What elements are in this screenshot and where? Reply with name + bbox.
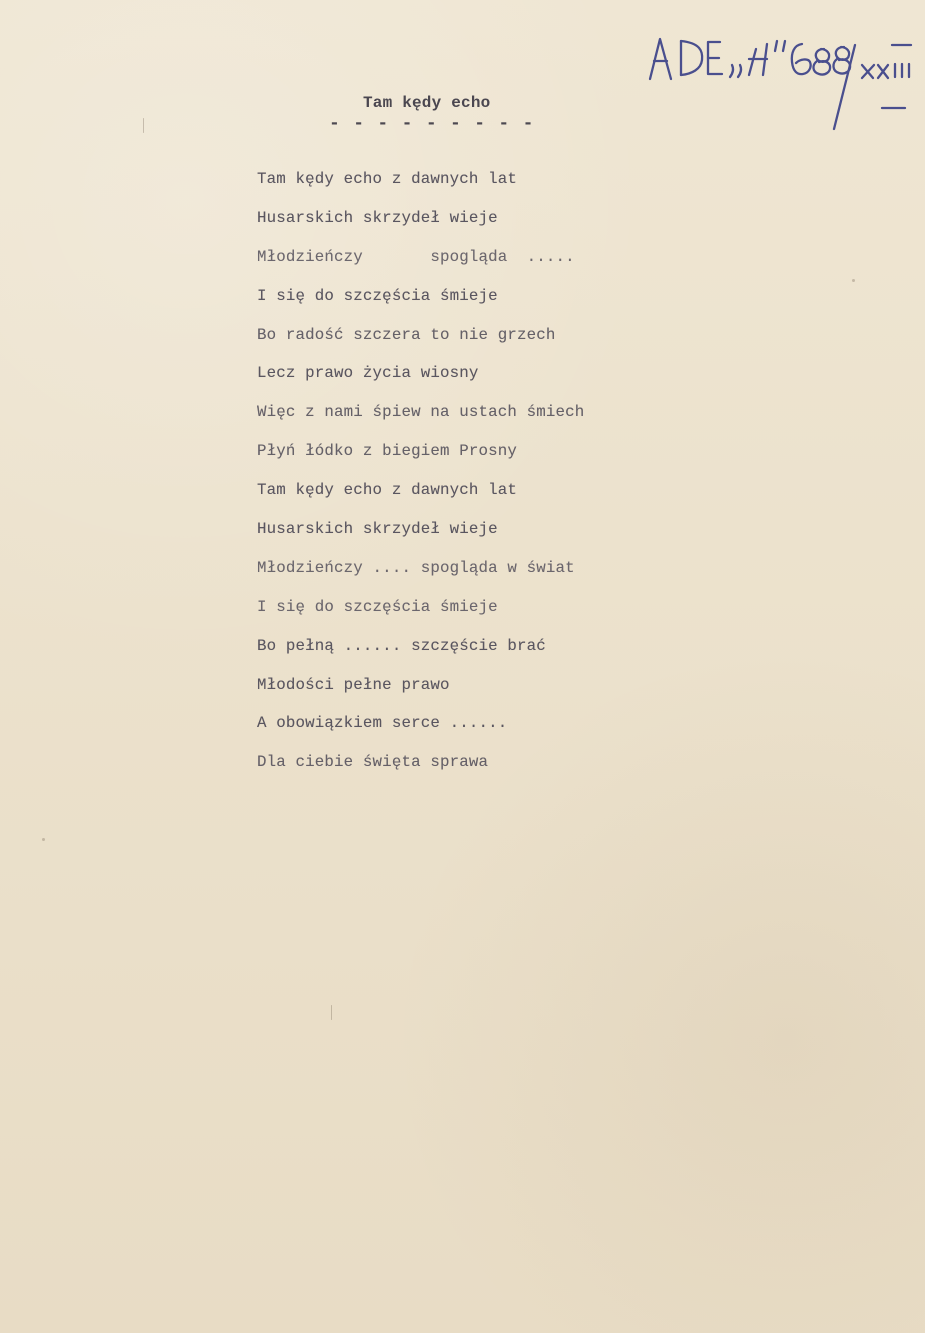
poem-line: Tam kędy echo z dawnych lat bbox=[257, 170, 518, 188]
handwritten-archive-mark-icon bbox=[646, 31, 916, 141]
paper-speck bbox=[331, 1005, 332, 1020]
poem-line: Lecz prawo życia wiosny bbox=[257, 364, 479, 383]
title-underline: - - - - - - - - - bbox=[329, 114, 535, 134]
document-title: Tam kędy echo bbox=[363, 94, 491, 112]
paper-speck bbox=[852, 279, 855, 282]
paper-speck bbox=[42, 838, 45, 841]
poem-line: Husarskich skrzydeł wieje bbox=[257, 520, 498, 539]
poem-line: Tam kędy echo z dawnych lat bbox=[257, 481, 518, 500]
poem-text bbox=[257, 160, 687, 782]
poem-line: I się do szczęścia śmieje bbox=[257, 597, 498, 616]
poem-line: I się do szczęścia śmieje bbox=[257, 286, 498, 305]
paper-speck bbox=[143, 118, 144, 133]
archive-mark bbox=[646, 31, 916, 141]
poem-line: Więc z nami śpiew na ustach śmiech bbox=[257, 403, 585, 422]
poem-line: Bo radość szczera to nie grzech bbox=[257, 325, 556, 344]
poem-line: A obowiązkiem serce ...... bbox=[257, 714, 508, 733]
poem-line: Husarskich skrzydeł wieje bbox=[257, 208, 498, 227]
poem-line: Dla ciebie święta sprawa bbox=[257, 753, 489, 772]
poem-line: Bo pełną ...... szczęście brać bbox=[257, 636, 546, 655]
poem-line: Płyń łódko z biegiem Prosny bbox=[257, 442, 518, 461]
poem-line: Młodości pełne prawo bbox=[257, 675, 450, 694]
poem-line: Młodzieńczy spogląda ..... bbox=[257, 247, 575, 266]
poem-line: Młodzieńczy .... spogląda w świat bbox=[257, 558, 575, 577]
